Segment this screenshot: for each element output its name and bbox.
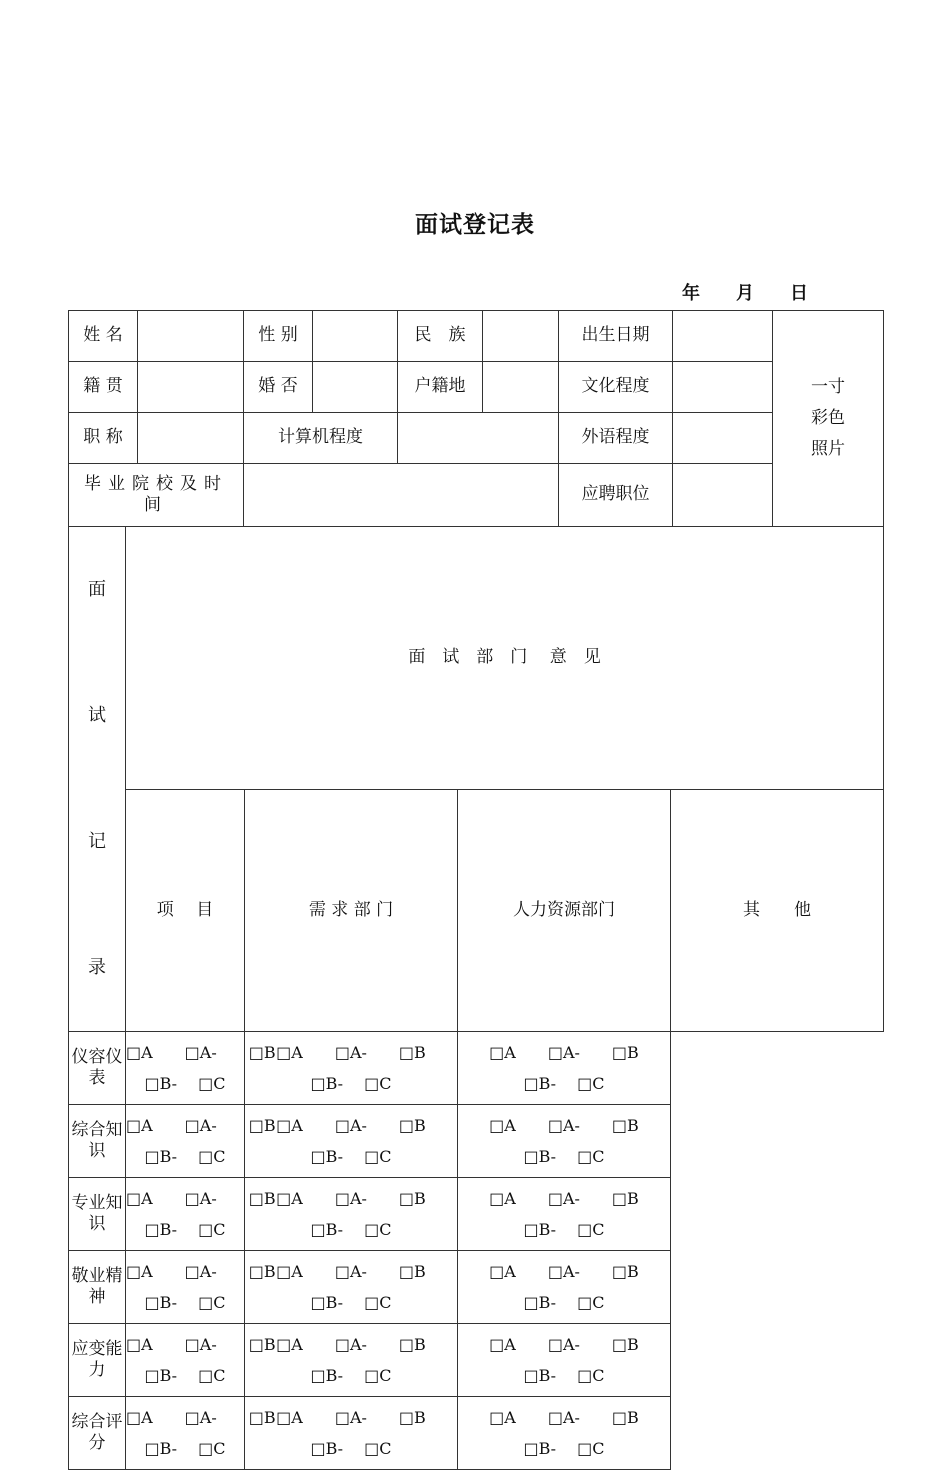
rating-options-line1[interactable]: □A □A- □B [489, 1335, 639, 1354]
rating-options-line1[interactable]: □A □A- □B [276, 1189, 426, 1208]
birth-date-field[interactable] [673, 311, 773, 362]
rating-options-line2[interactable]: □B- □C [144, 1147, 226, 1166]
rating-item-label: 专业知识 [69, 1178, 126, 1251]
photo-text-2: 彩色 [811, 408, 845, 428]
header-item: 项 目 [126, 790, 245, 1032]
header-hr-dept: 人力资源部门 [458, 790, 671, 1032]
rating-cell-demand[interactable] [126, 1105, 276, 1178]
rating-options-line2[interactable]: □B- □C [523, 1366, 605, 1385]
photo-text-1: 一寸 [811, 377, 845, 397]
school-time-field[interactable] [244, 464, 559, 527]
name-label: 姓 名 [69, 311, 138, 362]
rating-options-line1[interactable]: □A □A- □B [489, 1189, 639, 1208]
rating-cell-other[interactable] [458, 1178, 671, 1251]
rating-cell-other[interactable] [458, 1397, 671, 1470]
record-char-1: 面 [88, 579, 106, 600]
record-char-2: 试 [88, 705, 106, 726]
rating-options-line2[interactable]: □B- □C [310, 1366, 392, 1385]
foreign-lang-label: 外语程度 [559, 413, 673, 464]
rating-options-line2[interactable]: □B- □C [310, 1439, 392, 1458]
rating-options-line2[interactable]: □B- □C [523, 1147, 605, 1166]
rating-options-line2[interactable]: □B- □C [144, 1293, 226, 1312]
rating-options-line2[interactable]: □B- □C [523, 1293, 605, 1312]
native-place-label: 籍 贯 [69, 362, 138, 413]
form-title: 面试登记表 [415, 212, 535, 238]
rating-options-line2[interactable]: □B- □C [523, 1439, 605, 1458]
rating-item-label: 仪容仪表 [69, 1032, 126, 1105]
interview-record-table [68, 526, 884, 1470]
rating-options-line1[interactable]: □A □A- □B [276, 1043, 426, 1062]
rating-options-line2[interactable]: □B- □C [310, 1293, 392, 1312]
marital-field[interactable] [313, 362, 398, 413]
rating-cell-hr[interactable] [245, 1032, 458, 1105]
birth-date-label: 出生日期 [559, 311, 673, 362]
interview-record-label [69, 527, 126, 1032]
rating-options-line2[interactable]: □B- □C [144, 1366, 226, 1385]
rating-item-label: 综合评分 [69, 1397, 126, 1470]
rating-options-line1[interactable]: □A □A- □B [489, 1262, 639, 1281]
rating-cell-demand[interactable] [126, 1251, 276, 1324]
date-day: 日 [790, 283, 808, 304]
rating-cell-demand[interactable] [126, 1324, 276, 1397]
rating-options-line1[interactable]: □A □A- □B [489, 1408, 639, 1427]
ethnicity-label: 民 族 [398, 311, 483, 362]
rating-options-line2[interactable]: □B- □C [523, 1220, 605, 1239]
title-field[interactable] [138, 413, 244, 464]
education-field[interactable] [673, 362, 773, 413]
date-month: 月 [736, 283, 754, 304]
rating-options-line1[interactable]: □A □A- □B [126, 1408, 276, 1427]
rating-options-line1[interactable]: □A □A- □B [126, 1116, 276, 1135]
rating-options-line1[interactable]: □A □A- □B [126, 1189, 276, 1208]
rating-item-label: 敬业精神 [69, 1251, 126, 1324]
rating-options-line1[interactable]: □A □A- □B [276, 1408, 426, 1427]
rating-options-line2[interactable]: □B- □C [144, 1074, 226, 1093]
position-label: 应聘职位 [559, 464, 673, 527]
rating-cell-hr[interactable] [245, 1397, 458, 1470]
rating-cell-other[interactable] [458, 1251, 671, 1324]
record-char-4: 录 [88, 957, 106, 978]
rating-options-line1[interactable]: □A □A- □B [276, 1262, 426, 1281]
gender-label: 性 别 [244, 311, 313, 362]
date-line [682, 279, 822, 305]
rating-cell-hr[interactable] [245, 1251, 458, 1324]
date-year: 年 [682, 283, 700, 304]
rating-options-line1[interactable]: □A □A- □B [276, 1116, 426, 1135]
native-place-field[interactable] [138, 362, 244, 413]
rating-item-label: 综合知识 [69, 1105, 126, 1178]
rating-options-line2[interactable]: □B- □C [310, 1147, 392, 1166]
rating-cell-other[interactable] [458, 1324, 671, 1397]
rating-cell-other[interactable] [458, 1105, 671, 1178]
rating-row [69, 1397, 884, 1470]
rating-options-line1[interactable]: □A □A- □B [276, 1335, 426, 1354]
household-label: 户籍地 [398, 362, 483, 413]
rating-cell-hr[interactable] [245, 1178, 458, 1251]
rating-options-line1[interactable]: □A □A- □B [126, 1043, 276, 1062]
rating-options-line1[interactable]: □A □A- □B [489, 1043, 639, 1062]
marital-label: 婚 否 [244, 362, 313, 413]
computer-field[interactable] [398, 413, 559, 464]
header-other: 其 他 [671, 790, 884, 1032]
education-label: 文化程度 [559, 362, 673, 413]
rating-options-line2[interactable]: □B- □C [144, 1220, 226, 1239]
rating-options-line1[interactable]: □A □A- □B [489, 1116, 639, 1135]
rating-options-line2[interactable]: □B- □C [144, 1439, 226, 1458]
header-demand-dept: 需 求 部 门 [245, 790, 458, 1032]
rating-cell-demand[interactable] [126, 1032, 276, 1105]
foreign-lang-field[interactable] [673, 413, 773, 464]
rating-options-line1[interactable]: □A □A- □B [126, 1335, 276, 1354]
position-field[interactable] [673, 464, 773, 527]
rating-cell-demand[interactable] [126, 1397, 276, 1470]
rating-row [69, 1251, 884, 1324]
rating-options-line1[interactable]: □A □A- □B [126, 1262, 276, 1281]
photo-box[interactable] [773, 311, 884, 527]
school-time-label: 毕业院校及时间 [69, 464, 244, 527]
rating-cell-other[interactable] [458, 1032, 671, 1105]
photo-text-3: 照片 [811, 439, 845, 459]
rating-cell-demand[interactable] [126, 1178, 276, 1251]
rating-row [69, 1178, 884, 1251]
rating-row [69, 1032, 884, 1105]
computer-label: 计算机程度 [244, 413, 398, 464]
title-label: 职 称 [69, 413, 138, 464]
rating-cell-hr[interactable] [245, 1324, 458, 1397]
dept-opinion-header: 面 试 部 门 意 见 [126, 527, 884, 790]
household-field[interactable] [483, 362, 559, 413]
record-char-3: 记 [88, 831, 106, 852]
rating-cell-hr[interactable] [245, 1105, 458, 1178]
rating-row [69, 1324, 884, 1397]
rating-row [69, 1105, 884, 1178]
rating-options-line2[interactable]: □B- □C [310, 1220, 392, 1239]
basic-info-table [68, 310, 884, 527]
name-field[interactable] [138, 311, 244, 362]
gender-field[interactable] [313, 311, 398, 362]
ethnicity-field[interactable] [483, 311, 559, 362]
rating-options-line2[interactable]: □B- □C [523, 1074, 605, 1093]
rating-item-label: 应变能力 [69, 1324, 126, 1397]
rating-options-line2[interactable]: □B- □C [310, 1074, 392, 1093]
